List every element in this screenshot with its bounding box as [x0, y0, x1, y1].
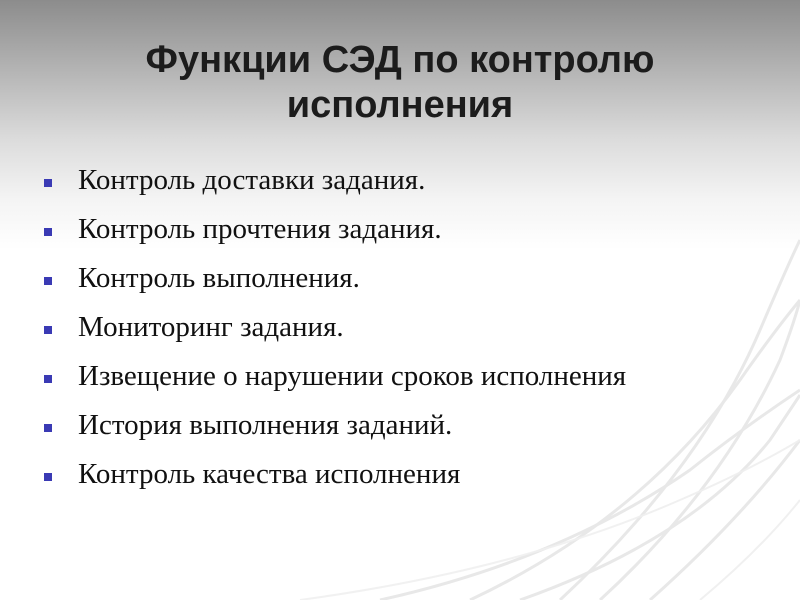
bullet-text: История выполнения заданий.	[78, 409, 453, 441]
list-item	[44, 209, 784, 258]
square-bullet-icon	[44, 179, 52, 187]
bullet-list	[44, 160, 784, 503]
slide-title	[60, 38, 740, 128]
list-item	[44, 258, 784, 307]
bullet-text: Извещение о нарушении сроков исполнения	[78, 360, 627, 392]
list-item	[44, 405, 784, 454]
square-bullet-icon	[44, 228, 52, 236]
list-item	[44, 307, 784, 356]
list-item	[44, 454, 784, 503]
list-item	[44, 356, 784, 405]
list-item	[44, 160, 784, 209]
square-bullet-icon	[44, 326, 52, 334]
bullet-text: Контроль качества исполнения	[78, 458, 461, 490]
bullet-text: Мониторинг задания.	[78, 311, 344, 343]
bullet-text: Контроль прочтения задания.	[78, 213, 442, 245]
square-bullet-icon	[44, 375, 52, 383]
square-bullet-icon	[44, 424, 52, 432]
bullet-text: Контроль доставки задания.	[78, 164, 426, 196]
square-bullet-icon	[44, 473, 52, 481]
square-bullet-icon	[44, 277, 52, 285]
slide-title-line-2: исполнения	[286, 84, 514, 126]
bullet-text: Контроль выполнения.	[78, 262, 360, 294]
slide-title-line-1: Функции СЭД по контролю	[145, 39, 655, 81]
